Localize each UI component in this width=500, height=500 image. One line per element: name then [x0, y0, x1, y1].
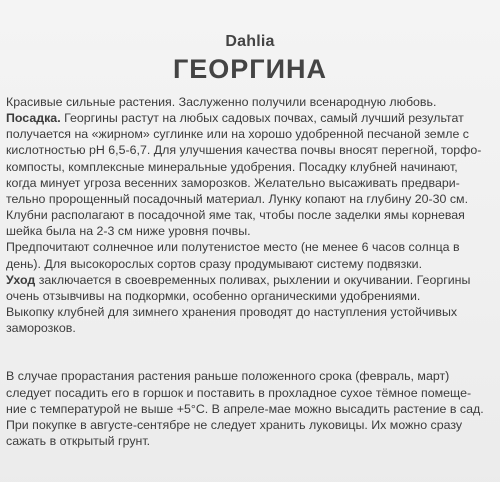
- planting-line: шейка была на 2-3 см ниже уровня почвы.: [6, 224, 251, 239]
- early-line: В случае прорастания растения раньше положенного срока (февраль, март): [6, 369, 450, 384]
- early-line: следует посадить его в горшок и поставить в прохладное сухое тёмное помеще-: [6, 385, 472, 400]
- planting-line: когда минует угроза весенних заморозков. Желательно высаживать предвари-: [6, 175, 460, 190]
- early-sprouting-paragraph: [6, 368, 494, 449]
- care-paragraph: [6, 272, 494, 304]
- sheet-bottom-edge: [0, 482, 500, 500]
- instruction-text: [6, 94, 494, 449]
- planting-label: Посадка.: [6, 111, 61, 126]
- page-title: ГЕОРГИНА: [172, 54, 328, 84]
- latin-name: Dahlia: [225, 33, 275, 50]
- digging-line: Выкопку клубней для зимнего хранения проводят до наступления устойчивых: [6, 305, 458, 320]
- planting-paragraph: [6, 110, 494, 239]
- early-line: При покупке в августе-сентябре не следует хранить луковицы. Их можно сразу: [6, 417, 463, 432]
- planting-line: получается на «жирном» суглинке или на хорошо удобренной песчаной земле с: [6, 127, 469, 142]
- planting-line: Посадка. Георгины растут на любых садовых почвах, самый лучший результат: [6, 111, 464, 126]
- paragraph-spacer: [6, 336, 494, 368]
- care-line: Уход заключается в своевременных поливах, рыхлении и окучивании. Георгины: [6, 272, 471, 287]
- intro-paragraph: Красивые сильные растения. Заслуженно получили всенародную любовь.: [6, 95, 437, 109]
- planting-line: компосты, комплексные минеральные удобрения. Посадку клубней начинают,: [6, 159, 458, 174]
- planting-line: тельно пророщенный посадочный материал. Лунку копают на глубину 20-30 см.: [6, 191, 469, 206]
- planting-line: кислотностью pH 6,5-6,7. Для улучшения качества почвы вносят перегной, торфо-: [6, 143, 482, 158]
- digging-line: заморозков.: [6, 321, 76, 336]
- location-line: день). Для высокорослых сортов сразу продумывают систему подвязки.: [6, 256, 423, 271]
- early-line: ние с температурой не выше +5°С. В апреле-мае можно высадить растение в сад.: [6, 401, 484, 416]
- location-paragraph: [6, 239, 494, 271]
- care-label: Уход: [6, 272, 36, 287]
- digging-paragraph: [6, 304, 494, 336]
- planting-line: Клубни располагают в посадочной яме так, чтобы после заделки ямы корневая: [6, 208, 465, 223]
- care-line: очень отзывчивы на подкормки, особенно органическими удобрениями.: [6, 288, 421, 303]
- location-line: Предпочитают солнечное или полутенистое место (не менее 6 часов солнца в: [6, 240, 460, 255]
- early-line: сажать в открытый грунт.: [6, 433, 151, 448]
